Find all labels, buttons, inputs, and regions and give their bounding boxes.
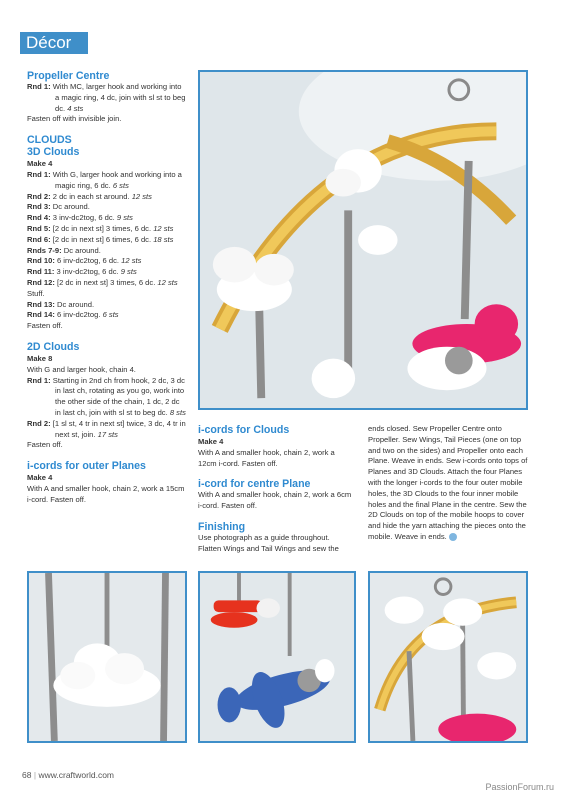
instruction-round: Rnd 1: With G, larger hook and working into a magic ring, 6 dc. 6 sts bbox=[27, 169, 182, 190]
instruction-round: Rnd 11: 3 inv-dc2tog, 6 dc. 9 sts bbox=[27, 267, 137, 277]
instruction-round: Rnd 13: Dc around. bbox=[27, 299, 95, 309]
fasten-text: Fasten off with invisible join. bbox=[27, 114, 122, 124]
instruction-round: Rnd 1: With MC, larger hook and working into a magic ring, 4 dc, join with sl st to beg dc. 4 sts bbox=[27, 82, 186, 113]
instruction-round: Rnd 2: [1 sl st, 4 tr in next st] twice, 3 dc, 4 tr in next st, join. 17 sts bbox=[27, 418, 186, 439]
instruction-round: Rnd 2: 2 dc in each st around. 12 sts bbox=[27, 191, 152, 201]
mobile-photo bbox=[198, 70, 528, 410]
instruction-round: Rnd 14: 6 inv-dc2tog. 6 sts bbox=[27, 310, 119, 320]
finishing-text: Use photograph as a guide throughout. Flatten Wings and Tail Wings and sew the bbox=[198, 532, 339, 553]
make-count: Make 8 bbox=[27, 353, 53, 363]
end-mark-icon bbox=[449, 533, 457, 541]
finishing-title: Finishing bbox=[198, 520, 246, 533]
planes-illustration bbox=[200, 573, 354, 741]
right-column bbox=[368, 424, 528, 543]
icord-clouds-text: With A and smaller hook, chain 2, work a 12cm i-cord. Fasten off. bbox=[198, 447, 335, 468]
make-count: Make 4 bbox=[27, 473, 53, 483]
watermark: PassionForum.ru bbox=[485, 782, 554, 792]
cloud-photo bbox=[27, 571, 187, 743]
stuff-text: Stuff. bbox=[27, 288, 45, 298]
instruction-round: Rnd 4: 3 inv-dc2tog, 6 dc. 9 sts bbox=[27, 213, 133, 223]
instruction-round: Rnd 10: 6 inv-dc2tog, 6 dc. 12 sts bbox=[27, 256, 142, 266]
section-tab: Décor bbox=[20, 32, 88, 54]
site-url: www.craftworld.com bbox=[38, 770, 115, 780]
mobile-illustration bbox=[200, 72, 526, 408]
instruction-round: Rnd 5: [2 dc in next st] 3 times, 6 dc. 12 sts bbox=[27, 223, 174, 233]
clouds3d-title: 3D Clouds bbox=[27, 146, 80, 159]
outer-planes-title: i-cords for outer Planes bbox=[27, 460, 146, 473]
instruction-round: Rnd 12: [2 dc in next st] 3 times, 6 dc. 12 sts bbox=[27, 277, 178, 287]
fasten-text: Fasten off. bbox=[27, 440, 63, 450]
intro-text: With G and larger hook, chain 4. bbox=[27, 364, 136, 374]
middle-column bbox=[198, 424, 353, 555]
instruction-round: Rnd 1: Starting in 2nd ch from hook, 2 dc, 3 dc in last ch, rotating as you go, work into the other side of the chain, 1 dc, 2 dc in last ch, join with sl st to beg dc. 8 sts bbox=[27, 375, 186, 417]
icord-clouds-title: i-cords for Clouds bbox=[198, 424, 290, 436]
make-count: Make 4 bbox=[198, 437, 224, 446]
outer-planes-text: With A and smaller hook, chain 2, work a 15cm i-cord. Fasten off. bbox=[27, 483, 185, 504]
make-count: Make 4 bbox=[27, 159, 53, 169]
clouds2d-title: 2D Clouds bbox=[27, 340, 80, 353]
icord-centre-text: With A and smaller hook, chain 2, work a 6cm i-cord. Fasten off. bbox=[198, 490, 352, 511]
instruction-round: Rnd 3: Dc around. bbox=[27, 202, 90, 212]
instruction-round: Rnd 6: [2 dc in next st] 6 times, 6 dc. 18 sts bbox=[27, 234, 174, 244]
fasten-text: Fasten off. bbox=[27, 321, 63, 331]
propeller-title: Propeller Centre bbox=[27, 70, 110, 82]
finishing-continued-text: ends closed. Sew Propeller Centre onto Propeller. Sew Wings, Tail Pieces (one on top and two on the sides) and Propeller onto each Plane. Weave in ends. Sew i-cords onto tops of Planes and 3D Clouds. Attach the four Planes with the longer i-cords to the four outer mobile holes, the 3D Clouds to the four inner mobile holes and the final Plane in the centre. Sew the 2D Clouds on top of the mobile hoops to cover and hide the yarn attaching the pieces onto the mobile. Weave in ends. bbox=[368, 424, 528, 541]
page-footer: 68 | www.craftworld.com bbox=[22, 770, 115, 780]
mobile-detail-photo bbox=[368, 571, 528, 743]
page-number: 68 bbox=[22, 770, 32, 780]
cloud-illustration bbox=[29, 573, 185, 741]
left-column bbox=[27, 70, 187, 506]
clouds3d-rounds bbox=[27, 170, 187, 289]
planes-photo bbox=[198, 571, 356, 743]
mobile-detail-illustration bbox=[370, 573, 526, 741]
icord-centre-title: i-cord for centre Plane bbox=[198, 478, 311, 491]
clouds-heading: CLOUDS bbox=[27, 134, 72, 147]
clouds3d-rounds-2 bbox=[27, 300, 187, 322]
instruction-round: Rnds 7-9: Dc around. bbox=[27, 245, 101, 255]
